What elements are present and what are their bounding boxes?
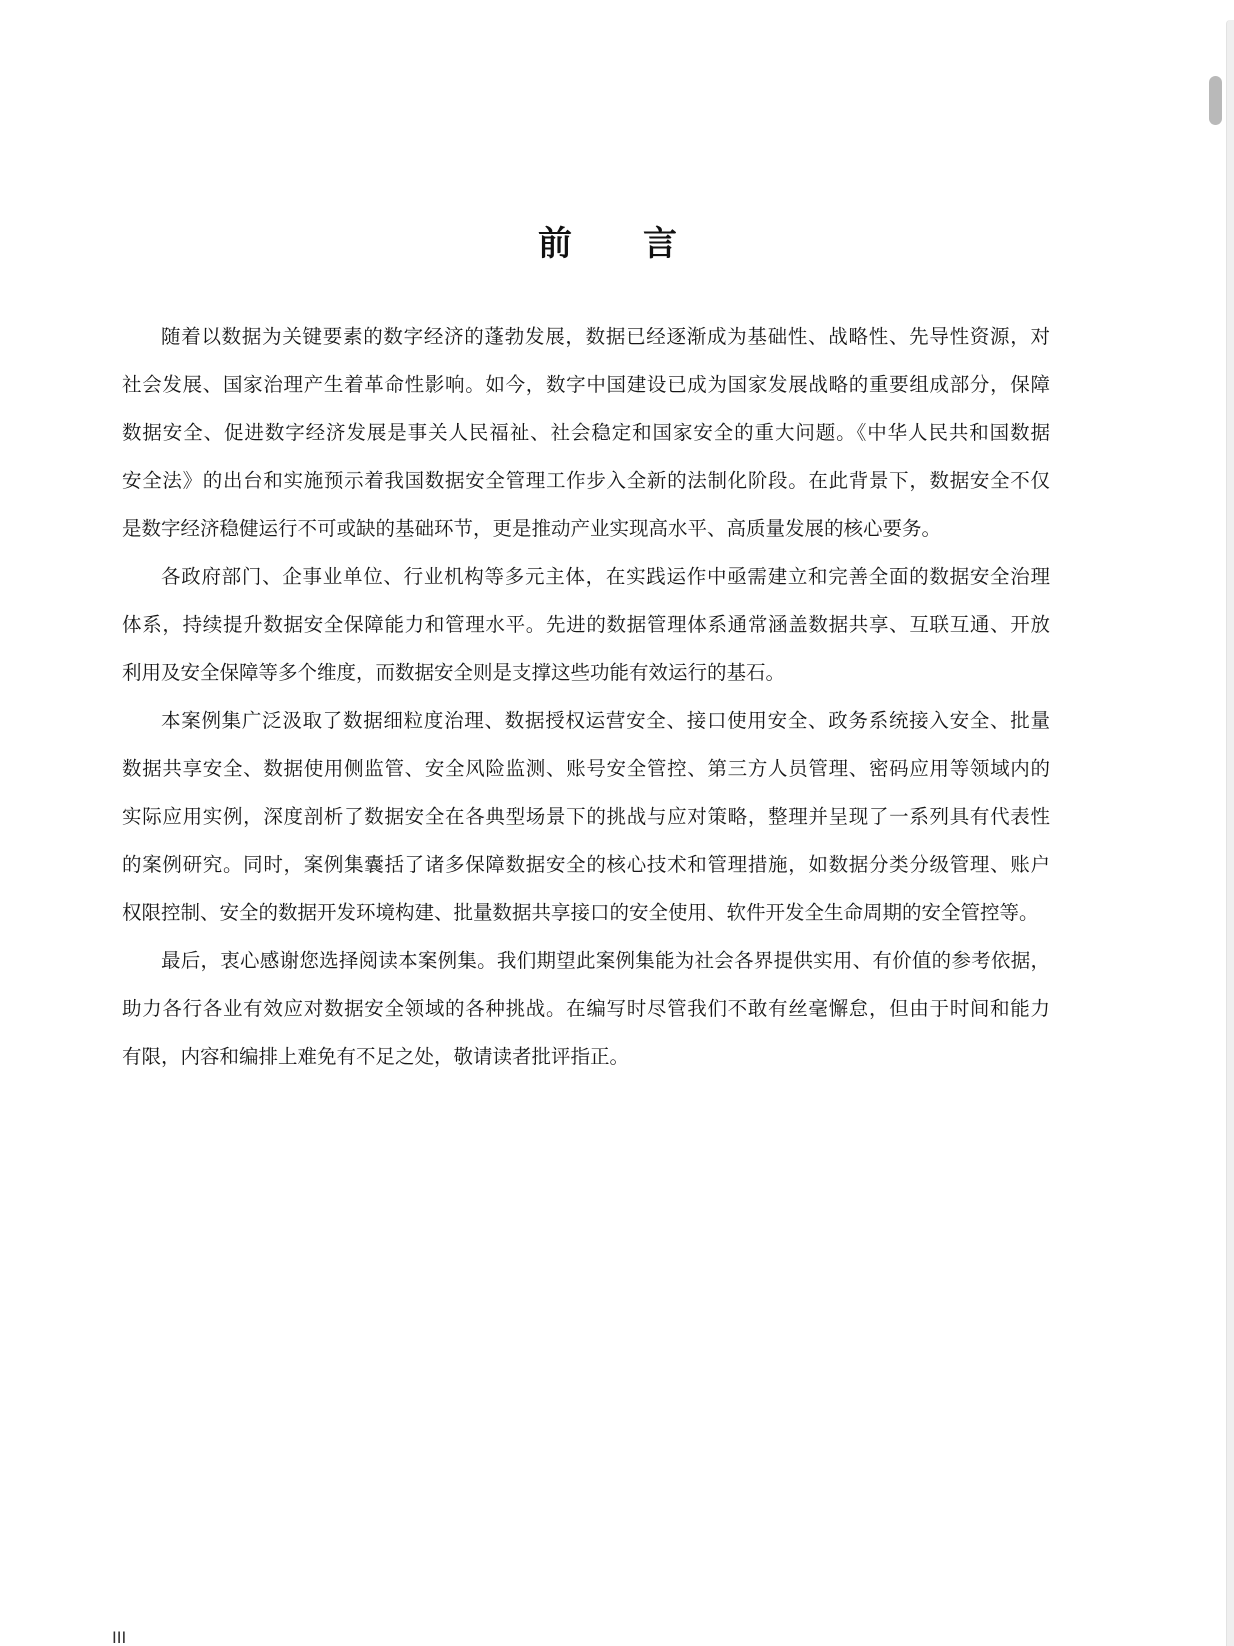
paragraph-line: 利用及安全保障等多个维度，而数据安全则是支撑这些功能有效运行的基石。: [122, 663, 786, 684]
paragraph-line: 安全法》的出台和实施预示着我国数据安全管理工作步入全新的法制化阶段。在此背景下，数据安全不仅: [122, 471, 1050, 492]
paragraph-line: 体系，持续提升数据安全保障能力和管理水平。先进的数据管理体系通常涵盖数据共享、互联互通、开放: [122, 615, 1050, 636]
paragraph-line: 最后，衷心感谢您选择阅读本案例集。我们期望此案例集能为社会各界提供实用、有价值的参考依据，: [161, 951, 1050, 972]
paragraph-line: 是数字经济稳健运行不可或缺的基础环节，更是推动产业实现高水平、高质量发展的核心要务。: [122, 519, 942, 540]
paragraph-line: 助力各行各业有效应对数据安全领域的各种挑战。在编写时尽管我们不敢有丝毫懈怠，但由于时间和能力: [122, 999, 1050, 1020]
paragraph-line: 本案例集广泛汲取了数据细粒度治理、数据授权运营安全、接口使用安全、政务系统接入安全、批量: [161, 711, 1050, 732]
paragraph-line: 社会发展、国家治理产生着革命性影响。如今，数字中国建设已成为国家发展战略的重要组成部分，保障: [122, 375, 1050, 396]
page-title: 前 言: [538, 225, 678, 263]
paragraph-line: 有限，内容和编排上难免有不足之处，敬请读者批评指正。: [122, 1047, 630, 1068]
paragraph-line: 各政府部门、企事业单位、行业机构等多元主体，在实践运作中亟需建立和完善全面的数据安全治理: [161, 567, 1050, 588]
paragraph-line: 的案例研究。同时，案例集囊括了诸多保障数据安全的核心技术和管理措施，如数据分类分级管理、账户: [122, 855, 1050, 876]
paragraph-line: 数据共享安全、数据使用侧监管、安全风险监测、账号安全管控、第三方人员管理、密码应用等领域内的: [122, 759, 1050, 780]
scrollbar-thumb[interactable]: [1209, 76, 1222, 125]
page-number: III: [112, 1628, 127, 1646]
paragraph-line: 随着以数据为关键要素的数字经济的蓬勃发展，数据已经逐渐成为基础性、战略性、先导性资源，对: [161, 327, 1050, 348]
paragraph-line: 权限控制、安全的数据开发环境构建、批量数据共享接口的安全使用、软件开发全生命周期的安全管控等。: [122, 903, 1039, 924]
document-body: [122, 314, 1050, 1082]
paragraph-line: 实际应用实例，深度剖析了数据安全在各典型场景下的挑战与应对策略，整理并呈现了一系列具有代表性: [122, 807, 1050, 828]
paragraph-line: 数据安全、促进数字经济发展是事关人民福祉、社会稳定和国家安全的重大问题。《中华人民共和国数据: [122, 423, 1050, 444]
window-gutter: [1226, 20, 1234, 1646]
